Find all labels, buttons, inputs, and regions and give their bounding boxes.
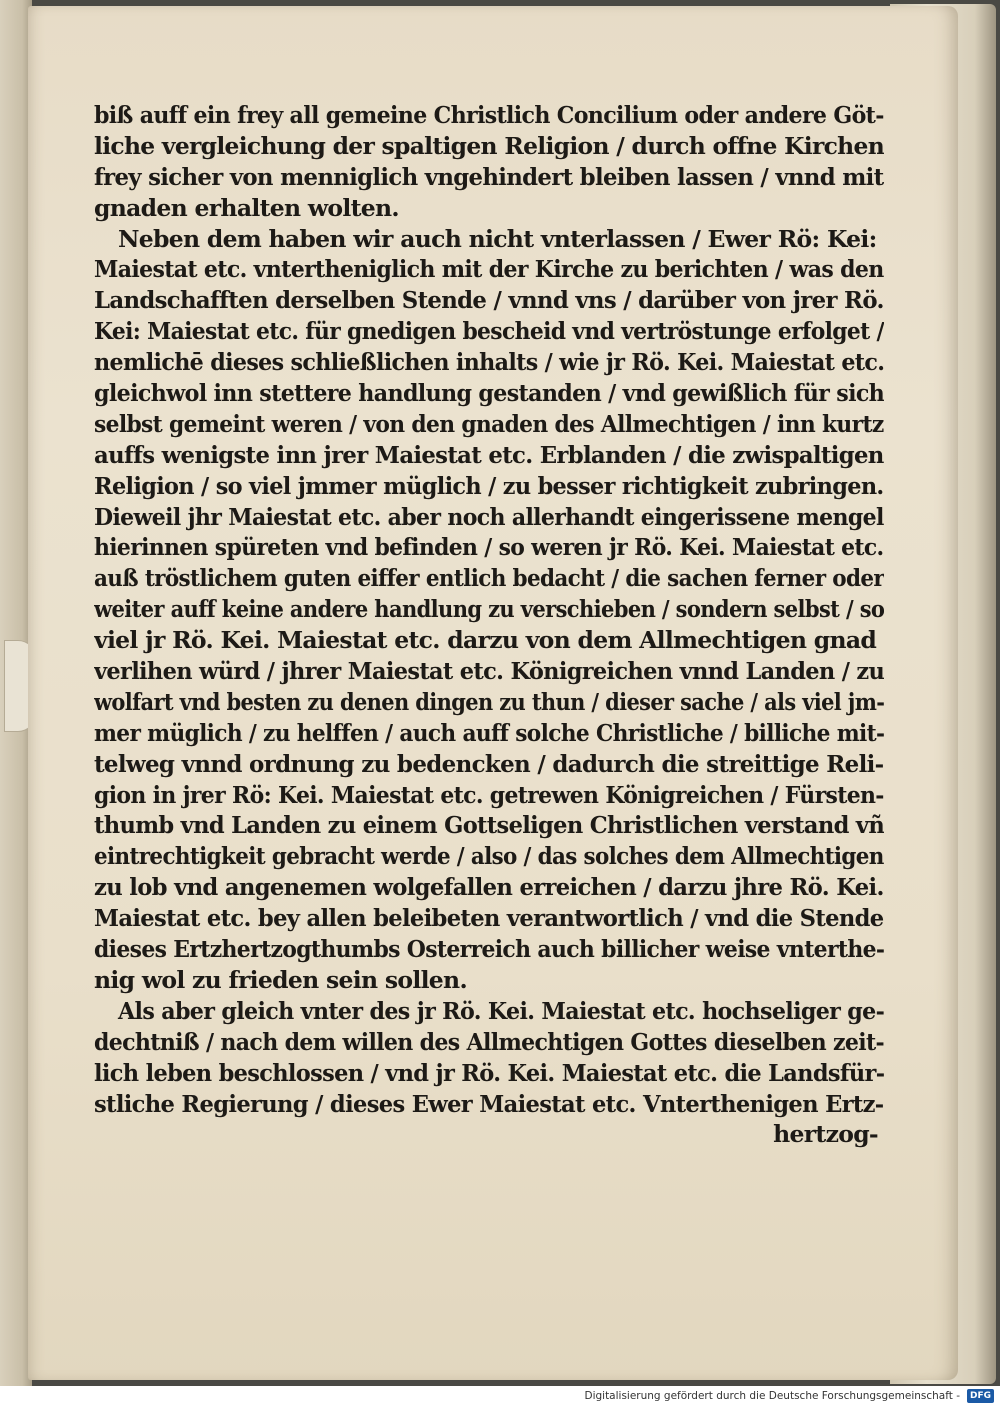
text-line: telweg vnnd ordnung zu bedencken / dadurch die streittige Reli- (94, 749, 884, 778)
text-line: viel jr Rö. Kei. Maiestat etc. darzu von dem Allmechtigen gnad (94, 626, 877, 655)
text-line: Als aber gleich vnter des jr Rö. Kei. Maiestat etc. hochseliger ge- (118, 996, 884, 1025)
text-line: dieses Ertzhertzogthumbs Osterreich auch billicher weise vnterthe- (94, 935, 884, 964)
catchword: hertzog- (773, 1120, 878, 1149)
footer-bar (0, 1386, 1000, 1408)
text-line: weiter auff keine andere handlung zu verschieben / sondern selbst / so (94, 595, 884, 624)
text-line: Neben dem haben wir auch nicht vnterlassen / Ewer Rö: Kei: (118, 224, 877, 253)
text-line: verlihen würd / jhrer Maiestat etc. Königreichen vnnd Landen / zu (94, 657, 884, 686)
text-line: biß auff ein frey all gemeine Christlich Concilium oder andere Göt- (94, 101, 884, 129)
text-line: gion in jrer Rö: Kei. Maiestat etc. getrewen Königreichen / Fürsten- (94, 780, 884, 809)
text-line: selbst gemeint weren / von den gnaden des Allmechtigen / inn kurtz (94, 409, 884, 438)
text-line: nemlichē dieses schließlichen inhalts / wie jr Rö. Kei. Maiestat etc. (94, 348, 884, 377)
dfg-logo: DFG (967, 1389, 994, 1403)
text-line: liche vergleichung der spaltigen Religion / durch offne Kirchen (94, 131, 884, 160)
text-line: Kei: Maiestat etc. für gnedigen bescheid vnd vertröstunge erfolget / (94, 317, 884, 346)
text-line: gleichwol inn stettere handlung gestanden / vnd gewißlich für sich (94, 379, 884, 408)
text-line: eintrechtigkeit gebracht werde / also / das solches dem Allmechtigen (94, 842, 884, 871)
text-line: zu lob vnd angenemen wolgefallen erreichen / darzu jhre Rö. Kei. (94, 873, 884, 902)
text-line: thumb vnd Landen zu einem Gottseligen Christlichen verstand vñ (94, 811, 884, 840)
text-line: Dieweil jhr Maiestat etc. aber noch allerhandt eingerissene mengel (94, 502, 884, 531)
text-line: Landschafften derselben Stende / vnnd vns / darüber von jrer Rö. (94, 286, 884, 315)
text-line: Maiestat etc. bey allen beleibeten verantwortlich / vnd die Stende (94, 904, 884, 933)
text-line: gnaden erhalten wolten. (94, 193, 399, 222)
text-line: dechtniß / nach dem willen des Allmechtigen Gottes dieselben zeit- (94, 1027, 884, 1056)
footer-credit: Digitalisierung gefördert durch die Deutsche Forschungsgemeinschaft - (584, 1390, 960, 1402)
page-text (94, 100, 884, 1150)
text-line: nig wol zu frieden sein sollen. (94, 965, 467, 994)
text-line: hierinnen spüreten vnd befinden / so weren jr Rö. Kei. Maiestat etc. (94, 533, 884, 562)
text-line: Religion / so viel jmmer müglich / zu besser richtigkeit zubringen. (94, 471, 884, 500)
text-line: auffs wenigste inn jrer Maiestat etc. Erblanden / die zwispaltigen (94, 440, 884, 469)
text-line: lich leben beschlossen / vnd jr Rö. Kei. Maiestat etc. die Landsfür- (94, 1058, 884, 1087)
text-line: wolfart vnd besten zu denen dingen zu thun / dieser sache / als viel jm- (94, 687, 884, 716)
text-line: mer müglich / zu helffen / auch auff solche Christliche / billiche mit- (94, 718, 884, 747)
text-line: stliche Regierung / dieses Ewer Maiestat etc. Vnterthenigen Ertz- (94, 1089, 884, 1118)
text-line: frey sicher von menniglich vngehindert bleiben lassen / vnnd mit (94, 162, 884, 191)
text-line: auß tröstlichem guten eiffer entlich bedacht / die sachen ferner oder (94, 564, 884, 593)
text-line: Maiestat etc. vntertheniglich mit der Kirche zu berichten / was den (94, 255, 884, 284)
